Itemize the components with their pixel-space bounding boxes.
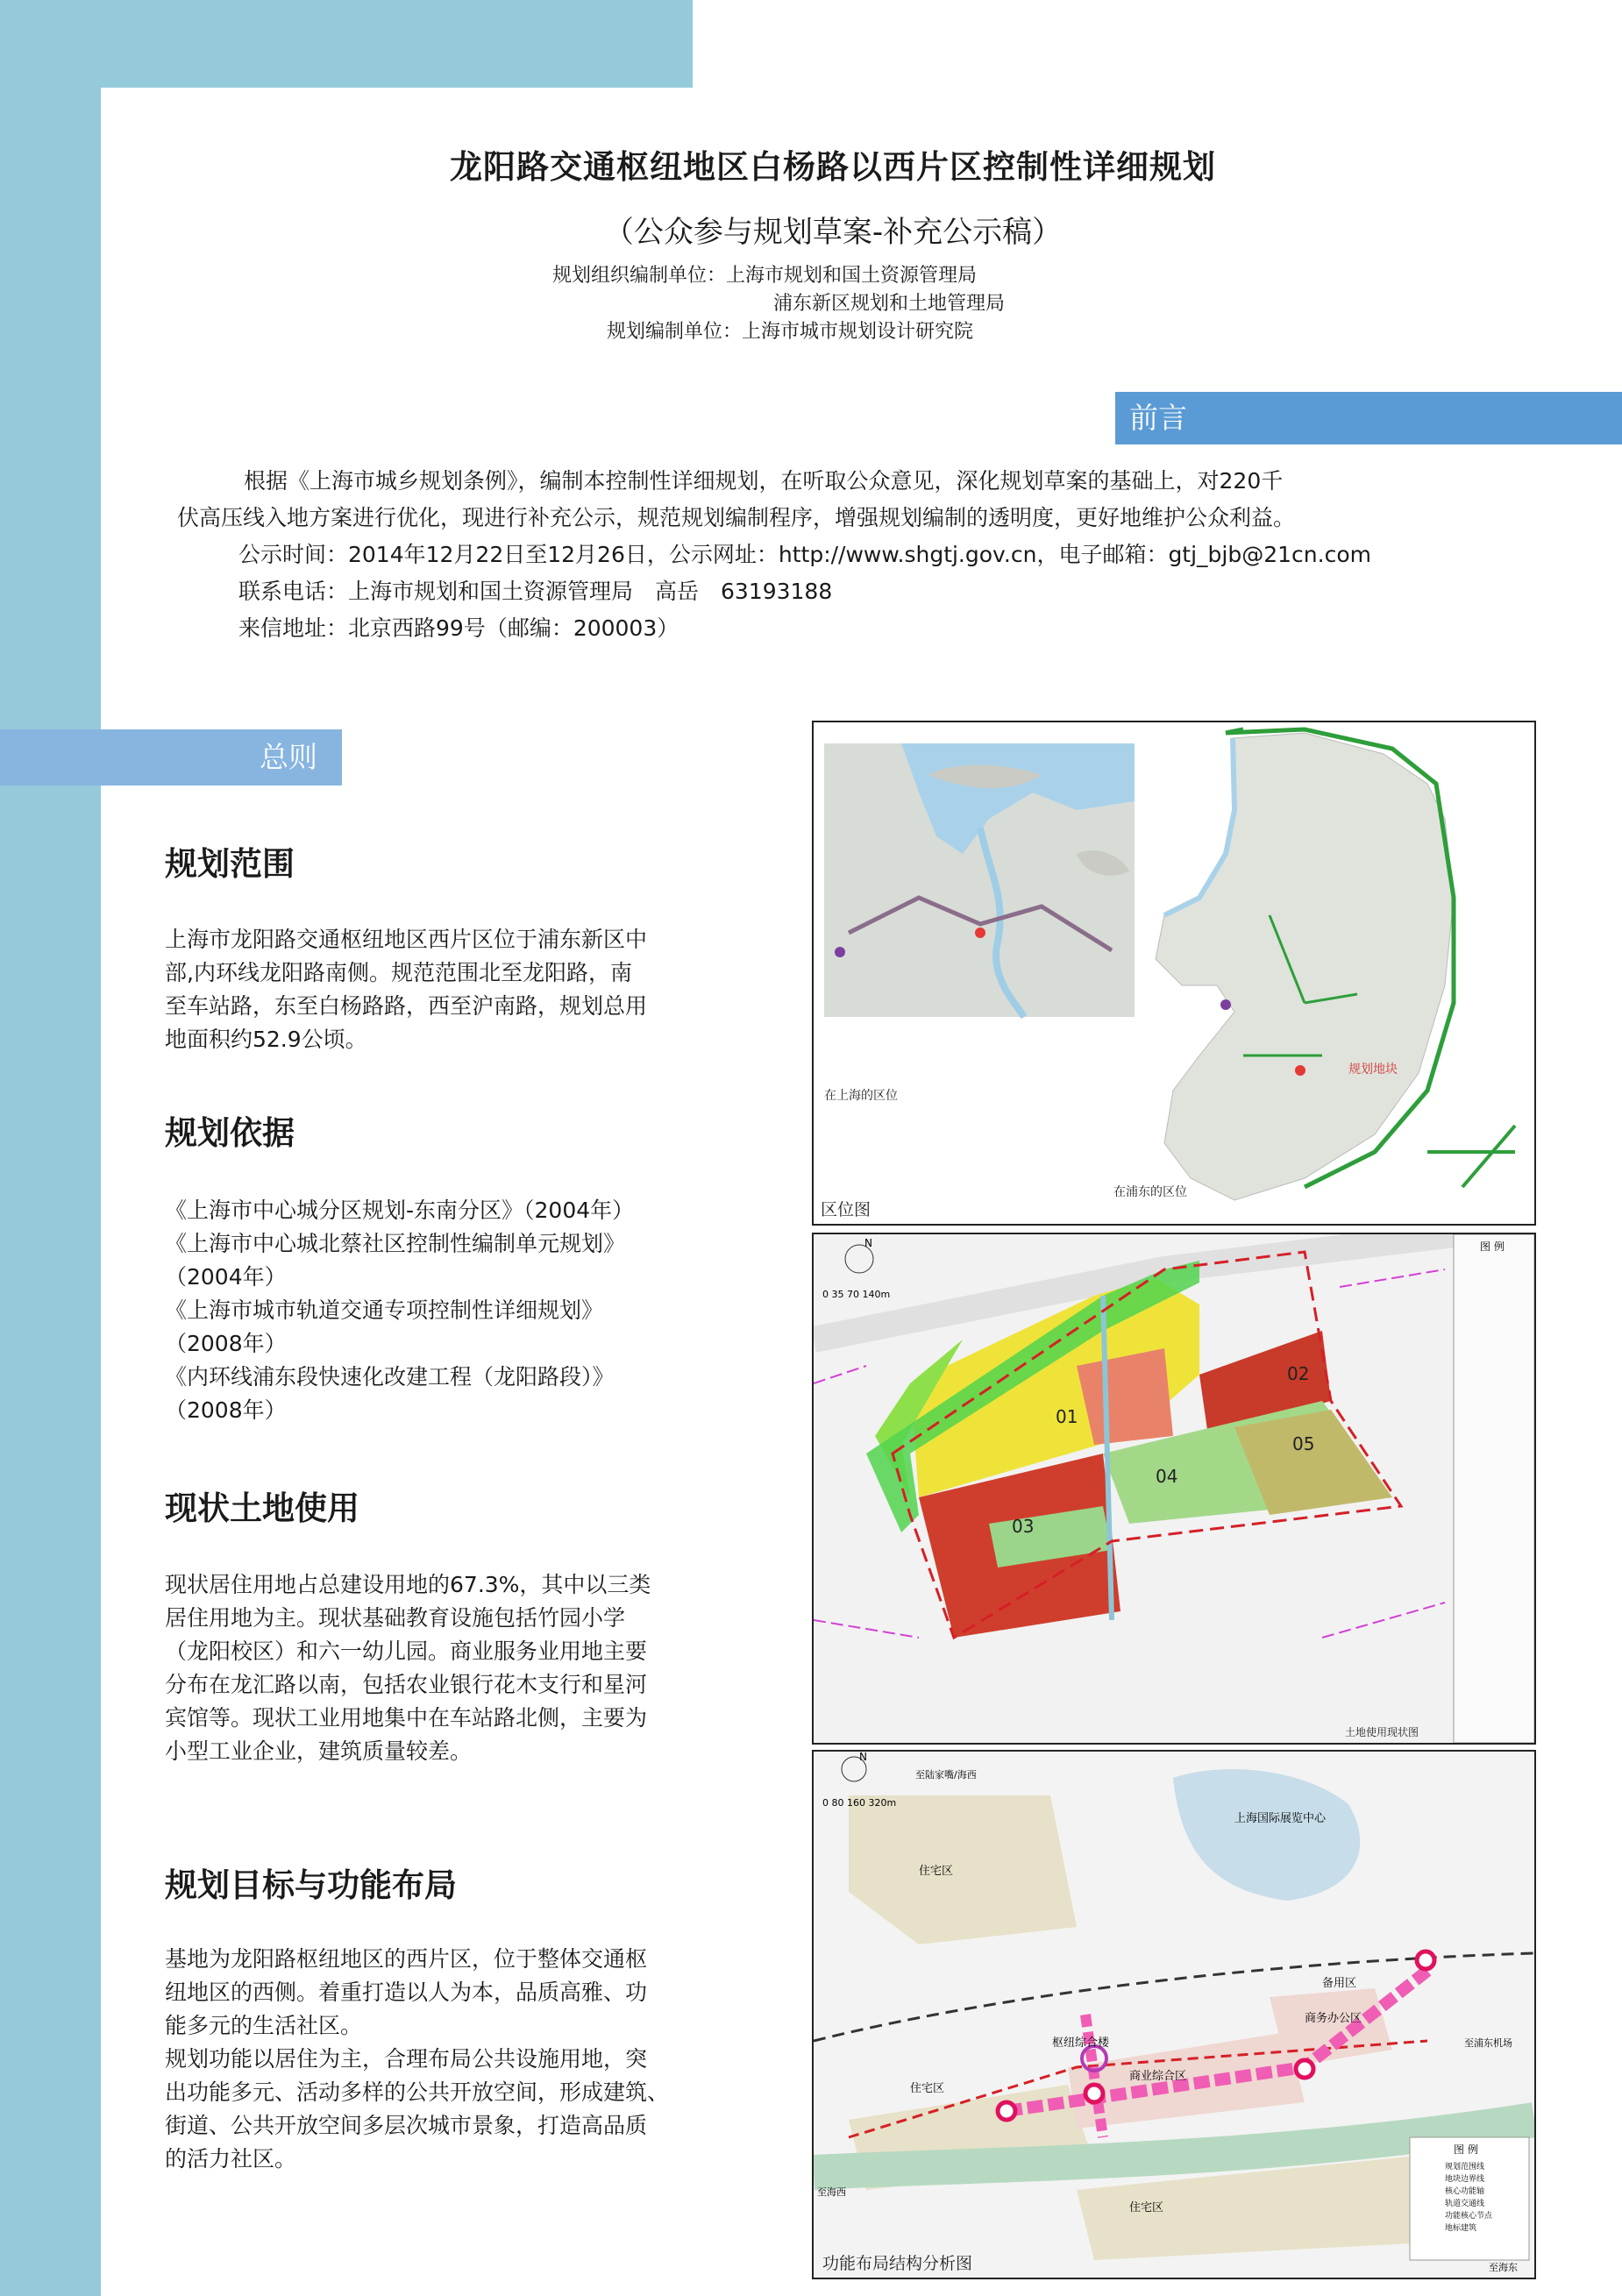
- basis-text: [165, 1194, 779, 1427]
- goal-line: 出功能多元、活动多样的公共开放空间，形成建筑、: [165, 2079, 670, 2105]
- pudong-panel: [1156, 733, 1454, 1200]
- label-in-pudong: 在浦东的区位: [1113, 1185, 1187, 1199]
- scope-line: 部,内环线龙阳路南侧。规范范围北至龙阳路，南: [165, 960, 632, 985]
- site-marker-pudong: [1295, 1065, 1305, 1076]
- label-north-dir: 至陆家嘴/海西: [915, 1769, 977, 1781]
- landuse-map-graphic: [814, 1234, 1534, 1743]
- preface-address: 来信地址：北京西路99号（邮编：200003）: [238, 615, 679, 641]
- goal-line: 基地为龙阳路枢纽地区的西片区，位于整体交通枢: [165, 1946, 648, 1972]
- label-west-dir: 至海西: [817, 2186, 846, 2198]
- basis-line: 《上海市城市轨道交通专项控制性详细规划》: [165, 1297, 604, 1323]
- legend-item: 核心功能轴: [1445, 2187, 1485, 2196]
- basis-title: 规划依据: [165, 1114, 295, 1152]
- legend-item: 轨道交通线: [1445, 2200, 1485, 2208]
- goal-title: 规划目标与功能布局: [165, 1866, 457, 1904]
- poi-marker-pudong: [1220, 999, 1231, 1010]
- location-caption: 区位图: [821, 1200, 871, 1219]
- node-center: [1085, 2085, 1103, 2102]
- plot-label: 05: [1292, 1433, 1315, 1454]
- goal-line: 规划功能以居住为主，合理布局公共设施用地，突: [165, 2046, 648, 2072]
- preface-heading: 前言: [1115, 392, 1622, 444]
- goal-text: [165, 1943, 779, 2176]
- basis-line: 《上海市中心城分区规划-东南分区》（2004年）: [165, 1198, 635, 1223]
- preface-time: 公示时间：2014年12月22日至12月26日，公示网址：http://www.shgtj.gov.cn，电子邮箱：gtj_bjb@21cn.com: [238, 542, 1371, 567]
- basis-line: 《内环线浦东段快速化改建工程（龙阳路段）》: [165, 1364, 615, 1390]
- page-subtitle: （公众参与规划草案-补充公示稿）: [603, 215, 1063, 250]
- label-biz: 商务办公区: [1305, 2012, 1362, 2025]
- landuse-line: 宾馆等。现状工业用地集中在车站路北侧，主要为: [165, 1705, 648, 1731]
- scope-line: 上海市龙阳路交通枢纽地区西片区位于浦东新区中: [165, 927, 648, 952]
- landuse-line: 分布在龙汇路以南，包括农业银行花木支行和星河: [165, 1672, 648, 1697]
- structure-caption: 功能布局结构分析图: [822, 2254, 973, 2273]
- landuse-map: [812, 1233, 1536, 1745]
- label-in-shanghai: 在上海的区位: [824, 1089, 898, 1103]
- north-label-structure: N: [859, 1752, 867, 1763]
- label-res-2: 住宅区: [910, 2082, 945, 2095]
- structure-legend-title: 图 例: [1454, 2143, 1478, 2156]
- legend-item: 规划范围线: [1445, 2163, 1485, 2172]
- preface-phone: 联系电话：上海市规划和国土资源管理局 高岳 63193188: [238, 579, 833, 604]
- legend-item: 地块边界线: [1445, 2175, 1485, 2184]
- scope-line: 地面积约52.9公顷。: [165, 1027, 367, 1052]
- legend-item: 功能核心节点: [1445, 2212, 1493, 2221]
- basis-line: （2008年）: [165, 1331, 287, 1356]
- north-label: N: [864, 1237, 872, 1249]
- preface-para-1b: 伏高压线入地方案进行优化，现进行补充公示，规范规划编制程序，增强规划编制的透明度，更好地维护公众利益。: [177, 505, 1296, 530]
- org-line-2: 浦东新区规划和土地管理局: [773, 293, 1006, 315]
- location-map: [812, 721, 1536, 1226]
- page-title: 龙阳路交通枢纽地区白杨路以西片区控制性详细规划: [450, 148, 1216, 186]
- landuse-line: 居住用地为主。现状基础教育设施包括竹园小学: [165, 1605, 626, 1631]
- scope-text: [165, 923, 779, 1056]
- structure-legend: [1410, 2137, 1529, 2260]
- goal-line: 街道、公共开放空间多层次城市景象，打造高品质: [165, 2113, 648, 2138]
- site-dot: [975, 928, 985, 938]
- scope-line: 至车站路，东至白杨路路，西至沪南路，规划总用: [165, 993, 648, 1019]
- scale-label: 0 35 70 140m: [822, 1289, 891, 1300]
- decor-band-top: [0, 0, 693, 88]
- landuse-text: [165, 1568, 779, 1768]
- poi-dot: [835, 947, 845, 957]
- scale-label-structure: 0 80 160 320m: [822, 1797, 897, 1809]
- goal-line: 的活力社区。: [165, 2146, 297, 2172]
- legend-item: 地标建筑: [1445, 2224, 1477, 2233]
- scope-title: 规划范围: [165, 845, 295, 883]
- goal-line: 纽地区的西侧。着重打造以人为本，品质高雅、功: [165, 1980, 648, 2005]
- goal-line: 能多元的生活社区。: [165, 2013, 363, 2038]
- org-line-1: 规划组织编制单位：上海市规划和国土资源管理局: [552, 265, 978, 287]
- green-arrows-se: [1427, 1126, 1515, 1187]
- label-commerce: 商业综合区: [1129, 2070, 1187, 2083]
- node-west: [998, 2102, 1015, 2120]
- landuse-title: 现状土地使用: [165, 1489, 359, 1527]
- general-heading: 总则: [0, 729, 342, 785]
- location-map-graphic: [814, 722, 1534, 1224]
- label-res-3: 住宅区: [1129, 2201, 1164, 2214]
- landuse-line: 现状居住用地占总建设用地的67.3%，其中以三类: [165, 1572, 651, 1597]
- plot-label: 04: [1156, 1466, 1178, 1487]
- plot-label: 01: [1056, 1406, 1078, 1427]
- landuse-legend-title: 图 例: [1480, 1240, 1505, 1253]
- plot-label: 02: [1287, 1363, 1310, 1384]
- decor-band-left: [0, 0, 101, 2296]
- preface-text: [172, 463, 1575, 647]
- label-se-dir: 至海东: [1489, 2262, 1518, 2273]
- landuse-line: （龙阳校区）和六一幼儿园。商业服务业用地主要: [165, 1638, 648, 1664]
- structure-map: [812, 1750, 1536, 2279]
- landuse-legend: [1454, 1234, 1534, 1743]
- plot-label: 03: [1012, 1516, 1035, 1537]
- basis-line: （2004年）: [165, 1264, 287, 1290]
- landuse-caption: 土地使用现状图: [1345, 1726, 1419, 1738]
- label-hub: 枢纽综合楼: [1052, 2037, 1110, 2050]
- label-expo: 上海国际展览中心: [1234, 1812, 1327, 1825]
- preface-para-1a: 根据《上海市城乡规划条例》，编制本控制性详细规划，在听取公众意见，深化规划草案的基础上，对220千: [244, 468, 1284, 494]
- basis-line: （2008年）: [165, 1397, 287, 1423]
- org-line-3: 规划编制单位：上海市城市规划设计研究院: [607, 321, 974, 343]
- structure-map-graphic: [814, 1752, 1534, 2278]
- landuse-line: 小型工业企业，建筑质量较差。: [165, 1738, 473, 1764]
- label-site: 规划地块: [1348, 1063, 1398, 1077]
- label-east-dir: 至浦东机场: [1464, 2037, 1512, 2049]
- label-reserve: 备用区: [1322, 1977, 1357, 1990]
- basis-line: 《上海市中心城北蔡社区控制性编制单元规划》: [165, 1231, 626, 1256]
- node-ne: [1417, 1951, 1434, 1969]
- label-res-1: 住宅区: [919, 1865, 954, 1878]
- node-east: [1296, 2060, 1313, 2078]
